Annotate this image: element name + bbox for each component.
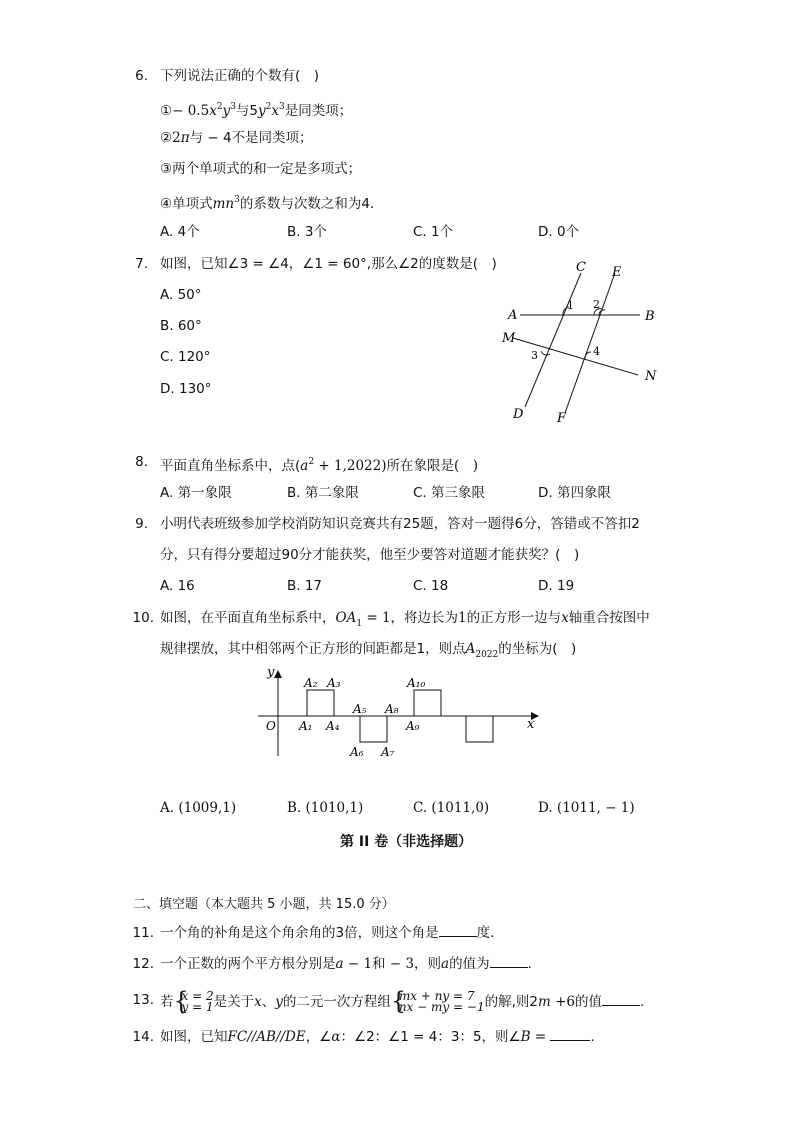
q13-number: 13. [132,992,154,1008]
q6-option-a: A. 4个 [160,224,200,240]
q10-option-c: C. (1011,0) [413,800,490,816]
section-2-heading: 二、填空题（本大题共 5 小题，共 15.0 分） [133,897,395,912]
q10-line-1: 如图，在平面直角坐标系中，$OA_1 = 1$，将边长为1的正方形一边与x轴重合按图中 [160,610,650,629]
q7-number: 7. [135,256,148,272]
q6-option-d: D. 0个 [538,224,580,240]
q9-line-2: 分，只有得分要超过90分才能获奖，他至少要答对道题才能获奖？( ) [160,547,580,563]
label-a5: A₅ [353,702,367,716]
label-d: D [513,407,524,422]
q6-stem: 下列说法正确的个数有( ) [160,68,320,84]
label-a4: A₄ [326,719,340,733]
label-a10: A₁₀ [407,676,426,690]
y-axis-arrow [274,670,282,678]
q11-text: 一个角的补角是这个角余角的3倍，则这个角是 度． [160,925,504,941]
q9-number: 9. [135,516,148,532]
label-y: y [267,665,275,680]
q12-text: 一个正数的两个平方根分别是a − 1和 − 3，则a的值为 ． [160,956,542,972]
q10-figure [255,662,545,767]
q7-option-b: B. 60° [160,318,202,334]
square-1 [307,690,334,716]
label-a3: A₃ [327,676,341,690]
q9-option-b: B. 17 [287,578,323,594]
line-cd [525,273,581,407]
label-o: O [266,719,276,733]
q12-answer-blank [490,955,528,968]
label-a6: A₆ [350,745,364,759]
q13-answer-blank [602,993,640,1006]
q9-option-d: D. 19 [538,578,575,594]
square-4 [466,716,493,742]
q13-text: 若 { x = 2 y = 1是关于x、y的二元一次方程组 { mx + ny = 7 nx − my = −1的解,则2m +6的值 . [160,987,645,1015]
q13-system-2: { mx + ny = 7 nx − my = −1 [390,987,485,1015]
q11-number: 11. [132,925,154,941]
q8-number: 8. [135,454,148,470]
q10-number: 10. [132,610,154,626]
q6-statement-1: ①− $0.5x^2y^3$与$5y^2x^3$是同类项； [160,102,353,119]
q8-option-a: A. 第一象限 [160,485,232,501]
label-angle-2: 2 [593,298,600,311]
part-2-title: 第 II 卷（非选择题） [340,834,473,850]
label-a8: A₈ [385,702,399,716]
label-angle-4: 4 [593,345,600,358]
q7-figure [495,255,670,430]
q8-option-d: D. 第四象限 [538,485,611,501]
q10-option-a: A. (1009,1) [160,800,237,816]
label-n: N [645,369,657,384]
q9-option-a: A. 16 [160,578,195,594]
q11-answer-blank [439,924,477,937]
q7-stem: 如图，已知∠3 = ∠4，∠1 = 60°,那么∠2的度数是( ) [160,256,497,272]
q14-number: 14. [132,1029,154,1045]
q6-number: 6. [135,68,148,84]
label-c: C [576,260,586,275]
square-3 [414,690,441,716]
label-b: B [645,309,655,324]
label-a7: A₇ [381,745,395,759]
label-m: M [502,331,516,346]
q6-statement-2: ②2π与 − 4不是同类项； [160,130,313,146]
q7-option-a: A. 50° [160,287,202,303]
label-x: x [527,717,535,732]
label-a9: A₉ [406,719,420,733]
q13-system-1: { x = 2 y = 1 [173,987,214,1015]
q6-statement-3: ③两个单项式的和一定是多项式； [160,161,362,177]
q10-option-b: B. (1010,1) [287,800,364,816]
label-a2: A₂ [304,676,318,690]
label-angle-3: 3 [531,349,538,362]
q6-statement-4: ④单项式$mn^3$的系数与次数之和为4． [160,195,384,212]
q8-stem: 平面直角坐标系中，点$(a^2 + 1,2022)$所在象限是( ) [160,457,479,474]
label-a: A [508,308,518,323]
q6-option-c: C. 1个 [413,224,454,240]
q6-option-b: B. 3个 [287,224,327,240]
q7-option-c: C. 120° [160,349,211,365]
q12-number: 12. [132,956,154,972]
q14-text: 如图，已知FC//AB//DE，∠α：∠2：∠1 = 4：3：5，则∠B = ． [160,1029,604,1045]
q14-answer-blank [550,1028,590,1041]
square-2 [360,716,387,742]
q9-option-c: C. 18 [413,578,449,594]
q8-option-b: B. 第二象限 [287,485,359,501]
q10-line-2: 规律摆放，其中相邻两个正方形的间距都是1，则点$A_{2022}$的坐标为( ) [160,641,577,660]
q7-option-d: D. 130° [160,381,212,397]
label-a1: A₁ [299,719,313,733]
label-f: F [557,411,567,426]
angle-4-arc [585,352,591,359]
label-angle-1: 1 [567,299,574,312]
q8-option-c: C. 第三象限 [413,485,486,501]
label-e: E [612,265,622,280]
q9-line-1: 小明代表班级参加学校消防知识竞赛共有25题，答对一题得6分，答错或不答扣2 [160,516,640,532]
q10-option-d: D. (1011, − 1) [538,800,635,816]
